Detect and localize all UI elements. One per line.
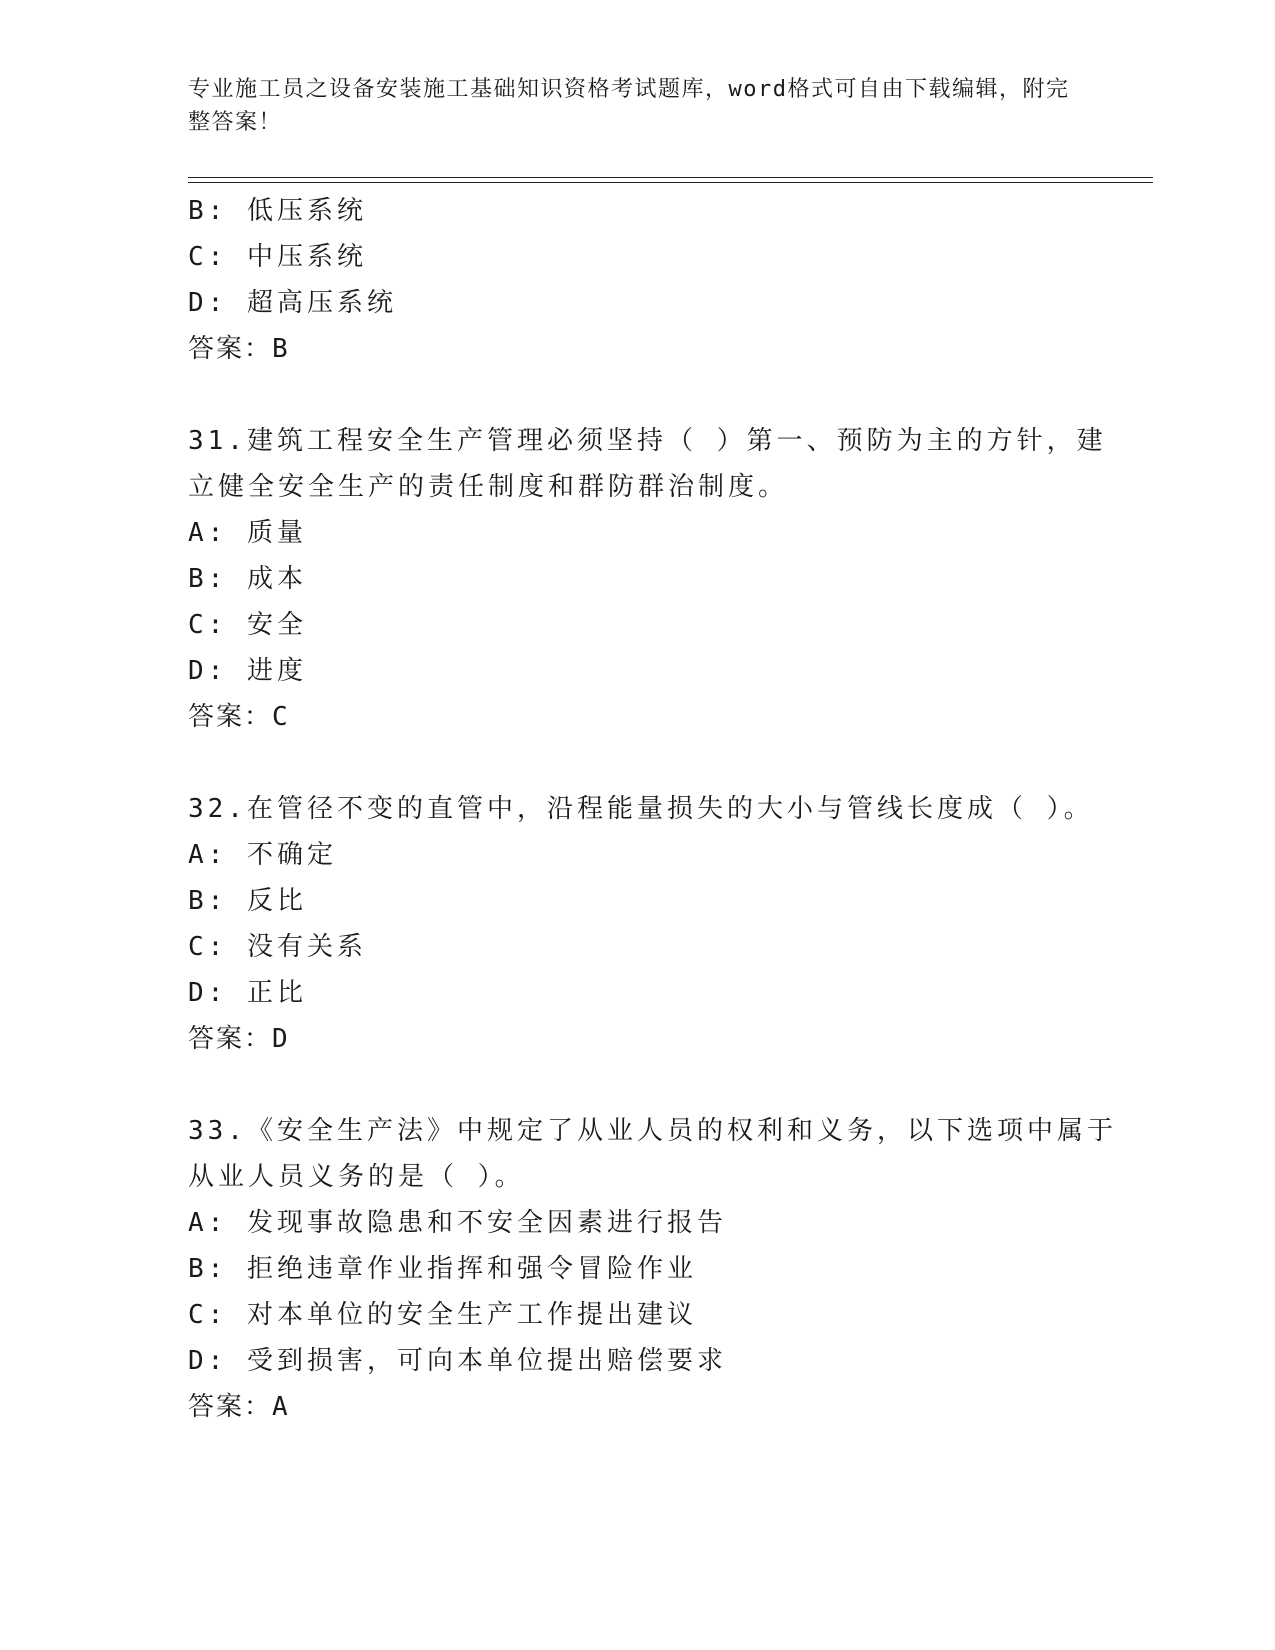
- option-b: B: 成本: [188, 564, 307, 594]
- question-text-line-1: 32.在管径不变的直管中，沿程能量损失的大小与管线长度成（ ）。: [188, 794, 1094, 824]
- question-content: [188, 188, 1117, 1430]
- spacer: [188, 740, 1088, 786]
- option-c: C: 安全: [188, 610, 307, 640]
- header-rule-bottom: [188, 182, 1153, 183]
- option-d: D: 正比: [188, 978, 307, 1008]
- answer-line: 答案：D: [188, 1024, 290, 1054]
- option-a: A: 不确定: [188, 840, 337, 870]
- option-c: C: 中压系统: [188, 242, 367, 272]
- answer-line: 答案：C: [188, 702, 290, 732]
- question-text-line-1: 31.建筑工程安全生产管理必须坚持（ ）第一、预防为主的方针，建: [188, 426, 1107, 456]
- option-a: A: 发现事故隐患和不安全因素进行报告: [188, 1208, 727, 1238]
- option-c: C: 对本单位的安全生产工作提出建议: [188, 1300, 697, 1330]
- option-a: A: 质量: [188, 518, 307, 548]
- spacer: [188, 372, 1088, 418]
- header-rule-top: [188, 177, 1153, 178]
- answer-line: 答案：A: [188, 1392, 290, 1422]
- option-b: B: 拒绝违章作业指挥和强令冒险作业: [188, 1254, 697, 1284]
- question-text-line-2: 立健全安全生产的责任制度和群防群治制度。: [188, 472, 789, 502]
- spacer: [188, 1062, 1088, 1108]
- question-30-continuation: [188, 188, 1088, 372]
- option-d: D: 超高压系统: [188, 288, 397, 318]
- question-33: [188, 1108, 1117, 1430]
- answer-line: 答案：B: [188, 334, 290, 364]
- question-text-line-1: 33.《安全生产法》中规定了从业人员的权利和义务，以下选项中属于: [188, 1116, 1117, 1146]
- option-b: B: 低压系统: [188, 196, 367, 226]
- question-32: [188, 786, 1094, 1062]
- option-b: B: 反比: [188, 886, 307, 916]
- option-d: D: 受到损害，可向本单位提出赔偿要求: [188, 1346, 727, 1376]
- question-text-line-2: 从业人员义务的是（ ）。: [188, 1162, 525, 1192]
- option-c: C: 没有关系: [188, 932, 367, 962]
- question-31: [188, 418, 1107, 740]
- option-d: D: 进度: [188, 656, 307, 686]
- document-header: 专业施工员之设备安装施工基础知识资格考试题库，word格式可自由下载编辑，附完整答案！: [188, 77, 1070, 135]
